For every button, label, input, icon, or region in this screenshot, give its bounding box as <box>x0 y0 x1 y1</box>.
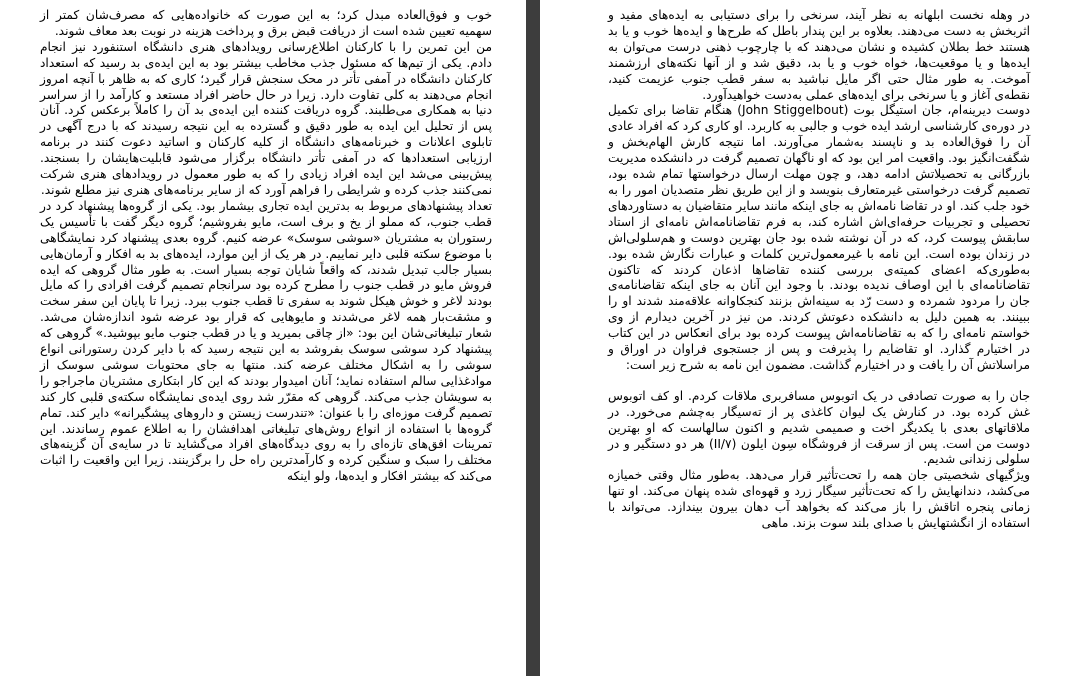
paragraph: من این تمرین را با کارکنان اطلاع‌رسانی رویدادهای هنری دانشگاه استنفورد نیز انجام دادم. یکی از تیم‌ها که مسئول جذب مخاطب بیشتر بود به این ایده‌ی بد رسید که استعداد کارکنان دانشگاه در آمفی تأتر در محک سنجش قرار گیرد؛ کاری که به ظاهر با آنچه امروز انجام می‌دهند به کلی تفاوت دارد. زیرا در حال حاضر افراد مستعد و کارآمد را از سراسر دنیا به همکاری می‌طلبند. گروه دریافت کننده این ایده‌ی بد آن را کاملاً برعکس کرد. آنان پس از تحلیل این ایده به طور دقیق و گسترده به این نتیجه رسیدند که با درج آگهی در تابلوی اعلانات و خبرنامه‌های دانشگاه از کلیه کارکنان و اساتید دعوت کنند در برنامه ارزیابی استعدادها که در آمفی تأتر دانشگاه برگزار می‌شود قابلیت‌هایشان را بسنجند. پیش‌بینی می‌شد این ایده افراد زیادی را که به طور معمول در رویدادهای هنری شرکت نمی‌کنند جذب کرده و شرایطی را فراهم آورد که از سایر برنامه‌های هنری نیز مطلع شوند. <box>40 39 492 197</box>
paragraph: دوست دیرینه‌ام، جان استیگل بوت (John Stiggelbout) هنگام تقاضا برای تکمیل در دوره‌ی کارشناسی ارشد ایده خوب و جالبی به کاربرد. او کاری کرد که افراد عادی آن را فوق‌العاده بد و ناپسند به‌شمار می‌آورند. اما نتیجه کارش الهام‌بخش و شگفت‌انگیز بود. واقعیت امر این بود که او ناگهان تصمیم گرفت در دانشکده مدیریت بازرگانی به تحصیلاتش ادامه دهد، و چون مهلت ارسال درخواستها تمام شده بود، تصمیم گرفت درخواستی غیرمتعارف بنویسد و از این طریق نظر متصدیان امور را به خود جلب کند. او در تقاضا نامه‌اش به جای اینکه مانند سایر متقاضیان به دستاوردهای تحصیلی و تجربیات حرفه‌ای‌اش اشاره کند، به فرم تقاضانامه‌اش نامه‌ای از استاد سابقش پیوست کرد، که در آن نوشته شده بود جان بهترین دوست و هم‌سلولی‌اش در زندان بوده است. این نامه با غیرمعمول‌ترین کلمات و عبارات نگارش شده بود. به‌طوری‌که اعضای کمیته‌ی بررسی کننده تقاضاها اذعان کردند که تاکنون تقاضانامه‌ای با این اوصاف ندیده بودند. با وجود این آنان به جای اینکه تقاضانامه‌ی جان را مردود شمرده و دست رّد به سینه‌اش بزنند کنجکاوانه علاقه‌مند شدند او را ببینند. به همین دلیل به دانشکده دعوتش کردند. من نیز در آخرین دیدارم از وی خواستم نامه‌ای را که به تقاضانامه‌اش پیوست کرده بود برای انعکاس در این کتاب در اختیارم گذارد. او تقاضایم را پذیرفت و پس از جستجوی فراوان در اوراق و مراسلاتش آن را یافت و در اختیارم گذاشت. مضمون این نامه به شرح زیر است: <box>608 103 1030 372</box>
right-page <box>540 0 1072 676</box>
paragraph: تعداد پیشنهادهای مربوط به بدترین ایده تجاری بیشمار بود. یکی از گروه‌ها پیشنهاد کرد در قطب جنوب، که مملو از یخ و برف است، مایو بفروشیم؛ گروه دیگر گفت با تأسیس یک رستوران به مشتریان «سوشی سوسک» عرضه کنیم. گروه بعدی پیشنهاد کرد نمایشگاهی با موضوع سکته قلبی دایر نماییم. در هر یک از این موارد، ایده‌های بد به افکار و آرمان‌هایی بسیار جالب تبدیل شدند، که واقعاً شایان توجه بسیار است. به طور مثال گروهی که ایده فروش مایو در قطب جنوب را مطرح کرده بود سرانجام تصمیم گرفت افرادی را که مایل بودند لاغر و خوش هیکل شوند به سفری تا قطب جنوب ببرد. زیرا تا پایان این سفر سخت و مشقت‌بار همه لاغر می‌شدند و مایوهایی که قرار بود عرضه شود اندازه‌شان می‌شد. شعار تبلیغاتی‌شان این بود: «از چاقی بمیرید و یا در قطب جنوب مایو بپوشید.» گروهی که پیشنهاد کرد سوشی سوسک بفروشد به این نتیجه رسید که با دایر کردن رستورانی انواع سوشی را به اشکال مختلف عرضه کند. منتها به جای محتویات سوشی سوسک از موادغذایی سالم استفاده نماید؛ آنان امیدوار بودند که این کار ابتکاری مشتریان ماجراجو را به سویشان جذب می‌کند. گروهی که مقرّر شد روی ایده‌ی نمایشگاه سکته‌ی قلبی کار کند تصمیم گرفت موزه‌ای را با عنوان: «تندرست زیستن و داروهای پیشگیرانه» دایر کند. تمام گروه‌ها با استفاده از انواع روش‌های تبلیغاتی اهدافشان را به اطلاع عموم رساندند. این تمرینات افق‌های تازه‌ای را به روی دیدگاه‌های افراد می‌گشاید تا در سایه‌ی آن گزینه‌های مختلف را سبک و سنگین کرده و کارآمدترین راه حل را برگزینند. زیرا این واقعیت را اثبات می‌کند که بیشتر افکار و ایده‌ها، ولو اینکه <box>40 198 492 484</box>
letter-paragraph: ویژگیهای شخصیتی جان همه را تحت‌تأثیر قرار می‌دهد. به‌طور مثال وقتی خمیازه می‌کشد، دندانهایش را که تحت‌تأثیر سیگار زرد و قهوه‌ای شده پنهان می‌کند. او تنها زمانی پنجره اتاقش را باز می‌کند که بخواهد آب دهان بیرون بیندازد. می‌تواند با استفاده از انگشتهایش با صدای بلند سوت بزند. ماهی <box>608 468 1030 531</box>
right-page-text <box>608 8 1030 532</box>
letter-paragraph: جان را به صورت تصادفی در یک اتوبوس مسافربری ملاقات کردم. او کف اتوبوس غش کرده بود. در کنارش یک لیوان کاغذی پر از ته‌سیگار به‌چشم می‌خورد. در ملاقاتهای بعدی با یکدیگر اخت و صمیمی شدیم و اکنون سالهاست که او بهترین دوست من است. پس از سرقت از فروشگاه سِون ایلون (II/۷) هر دو دستگیر و در سلولی زندانی شدیم. <box>608 388 1030 467</box>
left-page-text <box>40 8 492 485</box>
page-gutter <box>526 0 540 676</box>
paragraph: خوب و فوق‌العاده مبدل کرد؛ به این صورت که خانواده‌هایی که مصرف‌شان کمتر از سهمیه تعیین شده است از دریافت قبض برق و پرداخت هزینه در نوبت بعد معاف شوند. <box>40 8 492 38</box>
left-page <box>0 0 526 676</box>
paragraph: در وهله نخست ابلهانه به نظر آیند، سرنخی را برای دستیابی به ایده‌های مفید و اثربخش به دست می‌دهند. بعلاوه بر این پندار باطل که طرح‌ها و ایده‌ها خوب و یا بد هستند خط بطلان کشیده و نشان می‌دهند که با چارچوب ذهنی درست می‌توان به ایده‌ها و یا موقعیت‌ها، خواه خوب و یا بد، دقیق شد و از آنها نکته‌های ارزشمند آموخت. به طور مثال حتی اگر مایل نباشید به سفر قطب جنوب عزیمت کنید، نقطه‌ی آغاز و یا سرنخی برای ایده‌های عملی به‌دست خواهید‌آورد. <box>608 8 1030 102</box>
